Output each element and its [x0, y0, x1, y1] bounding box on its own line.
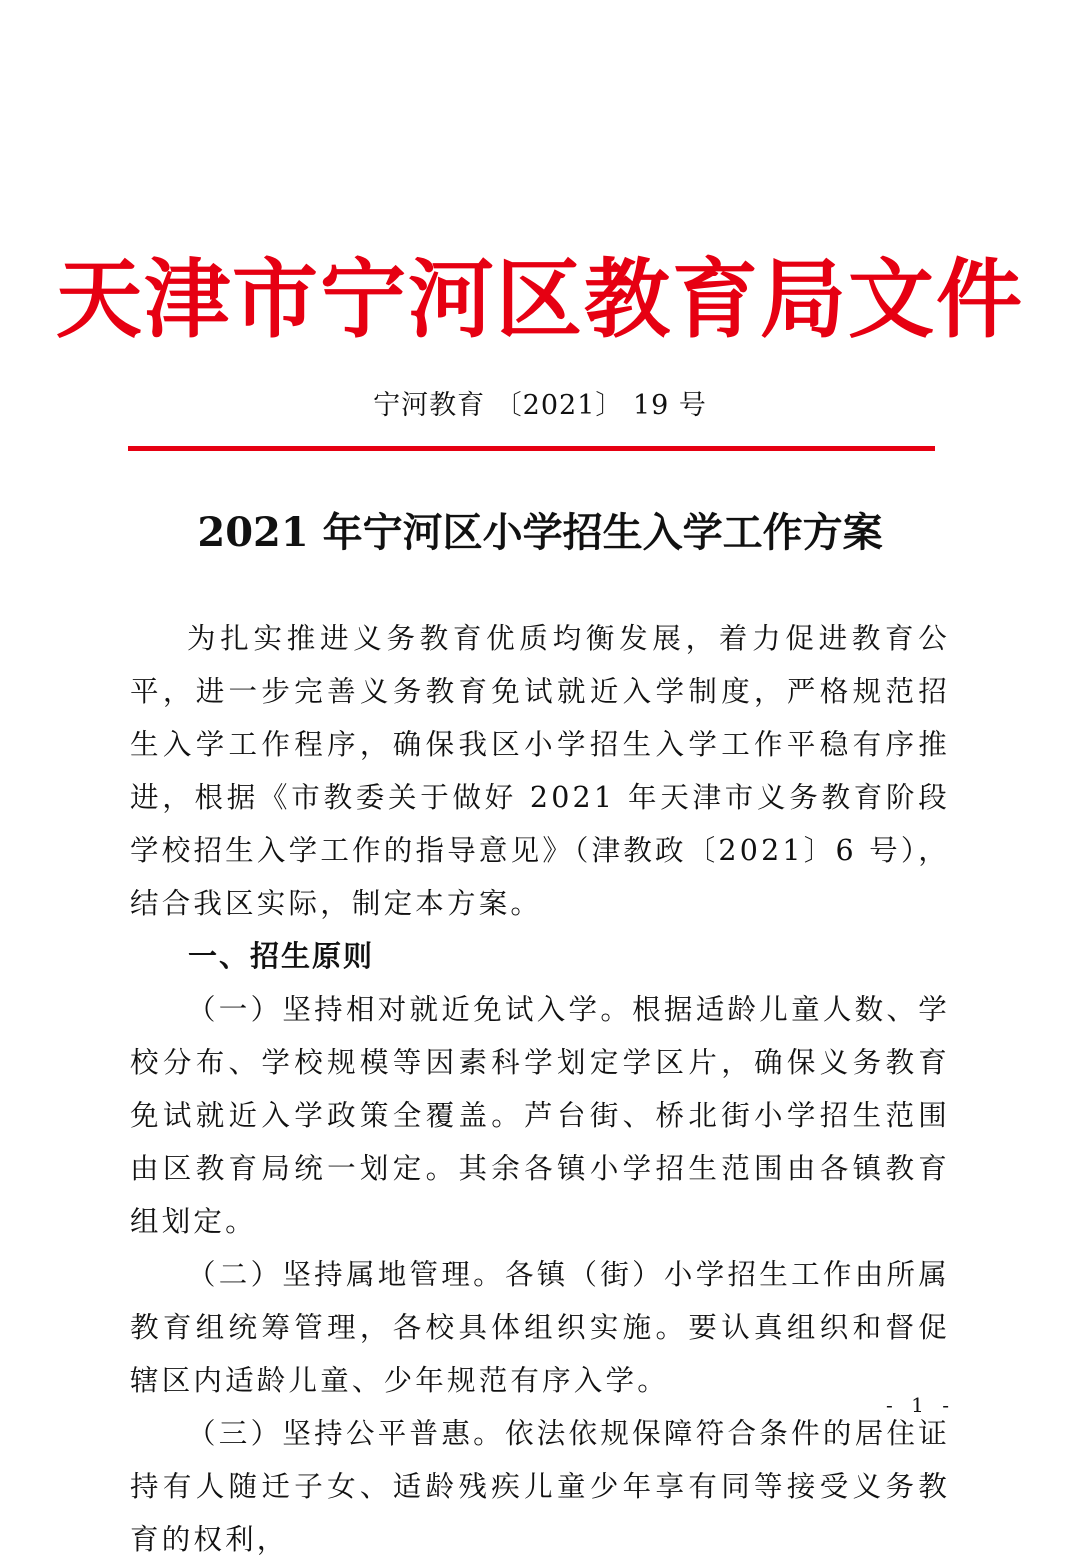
- document-number: 宁河教育 〔2021〕 19 号: [373, 390, 707, 421]
- principle-item-2-lead: （二）坚持属地管理。: [187, 1258, 505, 1291]
- intro-paragraph: 为扎实推进义务教育优质均衡发展，着力促进教育公平，进一步完善义务教育免试就近入学制度，严格规范招生入学工作程序，确保我区小学招生入学工作平稳有序推进，根据《市教委关于做好 2021 年天津市义务教育阶段学校招生入学工作的指导意见》（津教政〔2021〕6 号），结合我区实际，制定本方案。: [130, 622, 950, 920]
- issuing-authority-header: 天津市宁河区教育局文件: [56, 249, 1024, 350]
- document-body: [130, 612, 950, 1566]
- page-number: - 1 -: [886, 1393, 955, 1417]
- principle-item-1-text: 根据适龄儿童人数、学校分布、学校规模等因素科学划定学区片，确保义务教育免试就近入学政策全覆盖。芦台街、桥北街小学招生范围由区教育局统一划定。其余各镇小学招生范围由各镇教育组划定。: [130, 993, 950, 1238]
- section-heading-principles: 一、招生原则: [188, 939, 375, 973]
- principle-item-1: [130, 983, 950, 1248]
- principle-item-2: [130, 1248, 950, 1407]
- plan-title: 2021 年宁河区小学招生入学工作方案: [197, 509, 883, 556]
- principle-item-3: [130, 1407, 950, 1566]
- red-divider-line: [128, 446, 935, 451]
- principle-item-2-text: 各镇（街）小学招生工作由所属教育组统筹管理，各校具体组织实施。要认真组织和督促辖区内适龄儿童、少年规范有序入学。: [130, 1258, 950, 1397]
- principle-item-3-lead: （三）坚持公平普惠。: [187, 1417, 505, 1450]
- principle-item-1-lead: （一）坚持相对就近免试入学。: [187, 993, 633, 1026]
- principle-item-3-text: 依法依规保障符合条件的居住证持有人随迁子女、适龄残疾儿童少年享有同等接受义务教育的权利，: [130, 1417, 950, 1556]
